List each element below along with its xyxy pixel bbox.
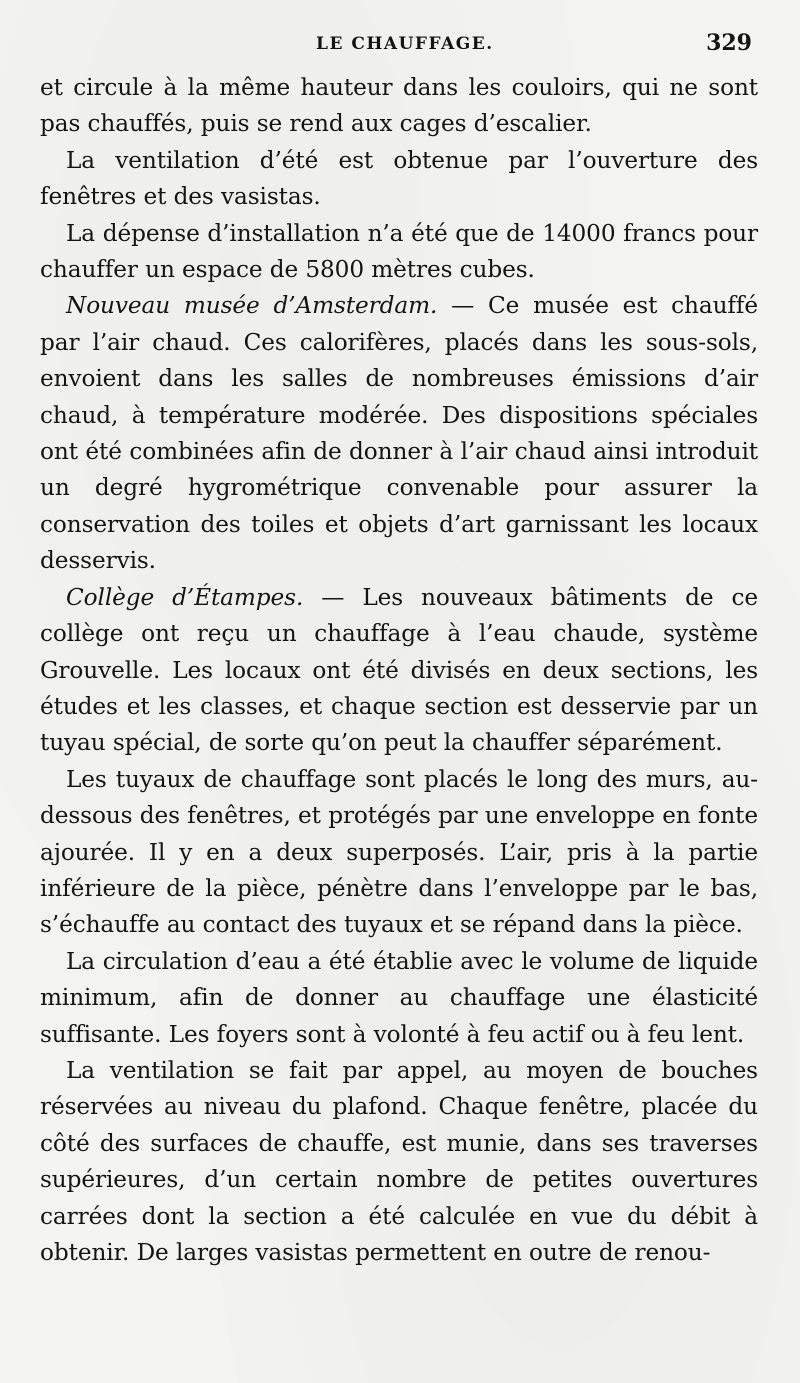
paragraph-text: — Ce musée est chauffé par l’air chaud. Ces calorifères, placés dans les sous-sols, envoient dans les salles de nombreuses émissions d’air chaud, à température modérée. Des dispositions spéciales ont été combinées afin de donner à l’air chaud ainsi introduit un degré hygrométrique convenable pour assurer la conservation des toiles et objets d’art garnissant les locaux desservis. xyxy=(40,292,758,575)
page-header xyxy=(0,30,800,64)
paragraph xyxy=(40,216,758,289)
page-number: 329 xyxy=(706,30,752,56)
paragraph-text: La dépense d’installation n’a été que de 14000 francs pour chauffer un espace de 5800 mètres cubes. xyxy=(40,219,758,284)
paragraph-text: Les tuyaux de chauffage sont placés le long des murs, au-dessous des fenêtres, et protégés par une enveloppe en fonte ajourée. Il y en a deux superposés. L’air, pris à la partie inférieure de la pièce, pénètre dans l’enveloppe par le bas, s’échauffe au contact des tuyaux et se répand dans la pièce. xyxy=(40,765,758,939)
paragraph xyxy=(40,944,758,1053)
paragraph xyxy=(40,70,758,143)
paragraph-text: — Les nouveaux bâtiments de ce collège ont reçu un chauffage à l’eau chaude, système Grouvelle. Les locaux ont été divisés en deux sections, les études et les classes, et chaque section est desservie par un tuyau spécial, de sorte qu’on peut la chauffer séparément. xyxy=(40,583,758,757)
paragraph-lead: Collège d’Étampes. xyxy=(66,583,304,611)
paragraph-lead: Nouveau musée d’Amsterdam. xyxy=(66,292,438,320)
paragraph-text: La ventilation d’été est obtenue par l’ouverture des fenêtres et des vasistas. xyxy=(40,146,758,211)
body-text xyxy=(40,70,758,1271)
paragraph-text: La ventilation se fait par appel, au moyen de bouches réservées au niveau du plafond. Chaque fenêtre, placée du côté des surfaces de chauffe, est munie, dans ses traverses supérieures, d’un certain nombre de petites ouvertures carrées dont la section a été calculée en vue du débit à obtenir. De larges vasistas permettent en outre de renou- xyxy=(40,1056,758,1266)
paragraph xyxy=(40,288,758,579)
paragraph xyxy=(40,1053,758,1271)
paragraph-text: La circulation d’eau a été établie avec le volume de liquide minimum, afin de donner au chauffage une élasticité suffisante. Les foyers sont à volonté à feu actif ou à feu lent. xyxy=(40,947,758,1048)
paragraph xyxy=(40,580,758,762)
paragraph xyxy=(40,143,758,216)
running-title: LE CHAUFFAGE. xyxy=(316,34,494,54)
paragraph-text: et circule à la même hauteur dans les couloirs, qui ne sont pas chauffés, puis se rend aux cages d’escalier. xyxy=(40,74,758,138)
paragraph xyxy=(40,762,758,944)
